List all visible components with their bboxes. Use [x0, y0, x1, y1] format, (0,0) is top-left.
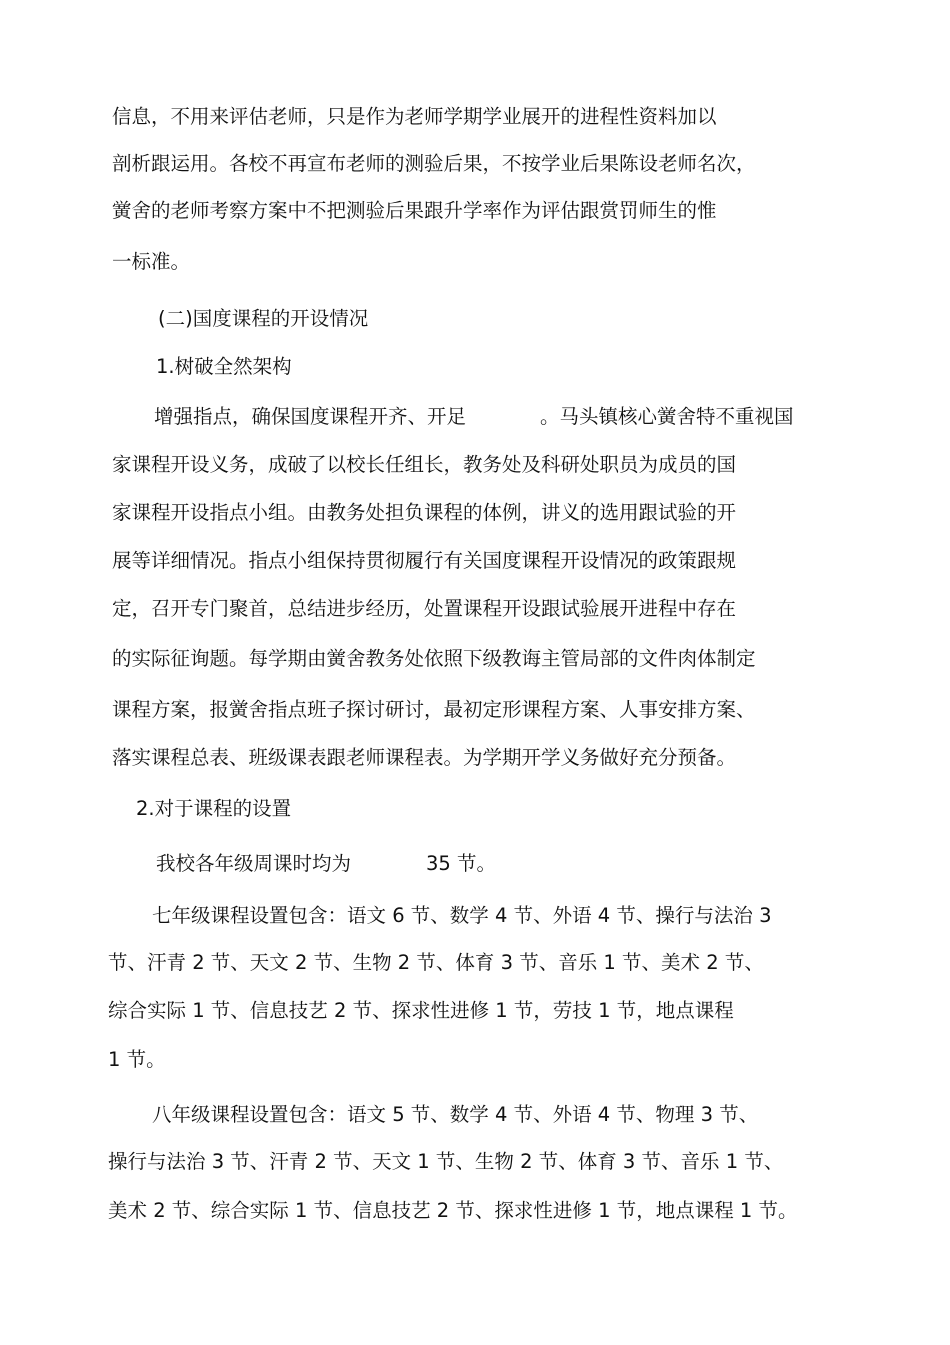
text-line: 课程方案，报黉舍指点班子探讨研讨，最初定形课程方案、人事安排方案、: [112, 698, 756, 721]
text-line: 定，召开专门聚首，总结进步经历，处置课程开设跟试验展开进程中存在: [112, 597, 737, 620]
text-line: 八年级课程设置包含：语文 5 节、数学 4 节、外语 4 节、物理 3 节、: [152, 1103, 759, 1126]
text-line: 我校各年级周课时均为: [156, 852, 352, 875]
text-line: 展等详细情况。指点小组保持贯彻履行有关国度课程开设情况的政策跟规: [112, 549, 737, 572]
text-line: 的实际征询题。每学期由黉舍教务处依照下级教诲主管局部的文件肉体制定: [112, 647, 756, 670]
text-line: 信息，不用来评估老师，只是作为老师学期学业展开的进程性资料加以: [112, 105, 717, 128]
text-line: 剖析跟运用。各校不再宣布老师的测验后果，不按学业后果陈设老师名次，: [112, 152, 756, 175]
text-line: 35 节。: [426, 852, 497, 875]
text-line: 1 节。: [108, 1048, 166, 1071]
text-line: 操行与法治 3 节、汗青 2 节、天文 1 节、生物 2 节、体育 3 节、音乐 1 节、: [108, 1150, 784, 1173]
subsection-heading: 1.树破全然架构: [156, 355, 292, 378]
text-line: 美术 2 节、综合实际 1 节、信息技艺 2 节、探求性进修 1 节，地点课程 1 节。: [108, 1199, 798, 1222]
text-line: 黉舍的老师考察方案中不把测验后果跟升学率作为评估跟赏罚师生的惟: [112, 199, 717, 222]
text-line: 综合实际 1 节、信息技艺 2 节、探求性进修 1 节，劳技 1 节，地点课程: [108, 999, 734, 1022]
subsection-heading: 2.对于课程的设置: [136, 797, 292, 820]
text-line: 一标准。: [112, 250, 191, 273]
text-line: 家课程开设指点小组。由教务处担负课程的体例，讲义的选用跟试验的开: [112, 501, 737, 524]
text-line: 七年级课程设置包含：语文 6 节、数学 4 节、外语 4 节、操行与法治 3: [152, 904, 772, 927]
text-line: 节、汗青 2 节、天文 2 节、生物 2 节、体育 3 节、音乐 1 节、美术 2 节、: [108, 951, 764, 974]
text-line: 家课程开设义务，成破了以校长任组长，教务处及科研处职员为成员的国: [112, 453, 737, 476]
text-line: 增强指点，确保国度课程开齐、开足: [154, 405, 467, 428]
text-line: 落实课程总表、班级课表跟老师课程表。为学期开学义务做好充分预备。: [112, 746, 737, 769]
section-heading: (二)国度课程的开设情况: [158, 307, 369, 330]
text-line: 。马头镇核心黉舍特不重视国: [540, 405, 794, 428]
